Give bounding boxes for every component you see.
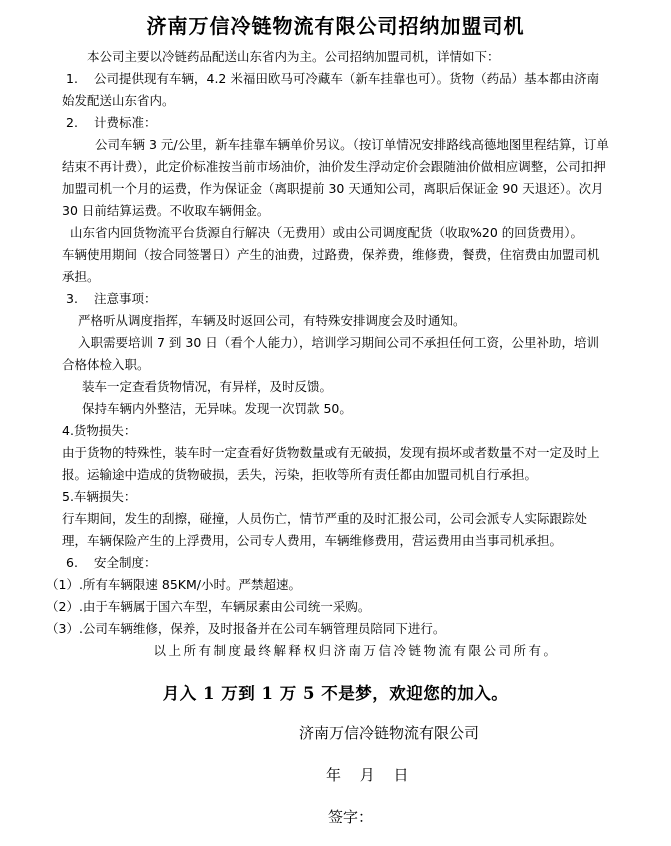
section-1 xyxy=(62,68,610,112)
section-3-item-1: 严格听从调度指挥，车辆及时返回公司，有特殊安排调度会及时通知。 xyxy=(78,313,466,328)
section-3-item-3: 装车一定查看货物情况，有异样，及时反馈。 xyxy=(82,379,333,394)
section-3-item-4: 保持车辆内外整洁，无异味。发现一次罚款 50。 xyxy=(82,401,352,416)
slogan: 月入 1 万到 1 万 5 不是梦，欢迎您的加入。 xyxy=(162,684,509,703)
section-4-heading: 4.货物损失： xyxy=(62,423,137,438)
section-2-para-2: 山东省内回货物流平台货源自行解决（无费用）或由公司调度配货（收取%20 的回货费用）。 xyxy=(70,225,584,240)
document-title: 济南万信冷链物流有限公司招纳加盟司机 xyxy=(146,14,525,38)
company-name: 济南万信冷链物流有限公司 xyxy=(299,724,480,742)
date-line: 年 月 日 xyxy=(326,766,409,784)
section-4-text: 由于货物的特殊性，装车时一定查看好货物数量或有无破损，发现有损坏或者数量不对一定及时上报。运输途中造成的货物破损，丢失，污染，拒收等所有责任都由加盟司机自行承担。 xyxy=(62,445,600,482)
section-2-para-1: 公司车辆 3 元/公里，新车挂靠车辆单价另议。（按订单情况安排路线高德地图里程结算，订单结束不再计费），此定价标准按当前市场油价，油价发生浮动定价会跟随油价做相应调整，公司扣押加盟司机一个月的运费，作为保证金（离职提前 30 天通知公司，离职后保证金 90 天退还）。次月 30 日前结算运费。不收取车辆佣金。 xyxy=(62,137,609,218)
section-6-number: 6. xyxy=(66,555,78,570)
signature-label: 签字： xyxy=(328,808,374,826)
section-6-item-1: （1）.所有车辆限速 85KM/小时。严禁超速。 xyxy=(46,577,301,592)
section-2-heading-line xyxy=(62,112,610,134)
intro-paragraph: 本公司主要以冷链药品配送山东省内为主。公司招纳加盟司机，详情如下： xyxy=(87,49,500,64)
section-5-text: 行车期间，发生的刮擦，碰撞，人员伤亡，情节严重的及时汇报公司，公司会派专人实际跟踪处理，车辆保险产生的上浮费用，公司专人费用，车辆维修费用，营运费用由当事司机承担。 xyxy=(62,511,588,548)
section-2-number: 2. xyxy=(66,115,78,130)
section-3-number: 3. xyxy=(66,291,78,306)
section-5-heading: 5.车辆损失： xyxy=(62,489,137,504)
section-3-heading: 注意事项： xyxy=(94,291,157,306)
document-body xyxy=(46,46,610,662)
section-6-item-2: （2）.由于车辆属于国六车型，车辆尿素由公司统一采购。 xyxy=(46,599,371,614)
section-2-heading: 计费标准： xyxy=(94,115,157,130)
section-3-heading-line xyxy=(62,288,610,310)
section-1-number: 1. xyxy=(66,71,78,86)
ownership-statement: 以上所有制度最终解释权归济南万信冷链物流有限公司所有。 xyxy=(153,643,559,658)
section-6-heading: 安全制度： xyxy=(94,555,157,570)
section-2-para-3: 车辆使用期间（按合同签署日）产生的油费，过路费，保养费，维修费，餐费，住宿费由加盟司机承担。 xyxy=(62,247,600,284)
section-6-item-3: （3）.公司车辆维修，保养，及时报备并在公司车辆管理员陪同下进行。 xyxy=(46,621,446,636)
section-3-item-2: 入职需要培训 7 到 30 日（看个人能力），培训学习期间公司不承担任何工资，公里补助，培训合格体检入职。 xyxy=(62,335,600,372)
section-1-text: 公司提供现有车辆，4.2 米福田欧马可冷藏车（新车挂靠也可）。货物（药品）基本都由济南始发配送山东省内。 xyxy=(62,71,600,108)
section-6-heading-line xyxy=(62,552,610,574)
